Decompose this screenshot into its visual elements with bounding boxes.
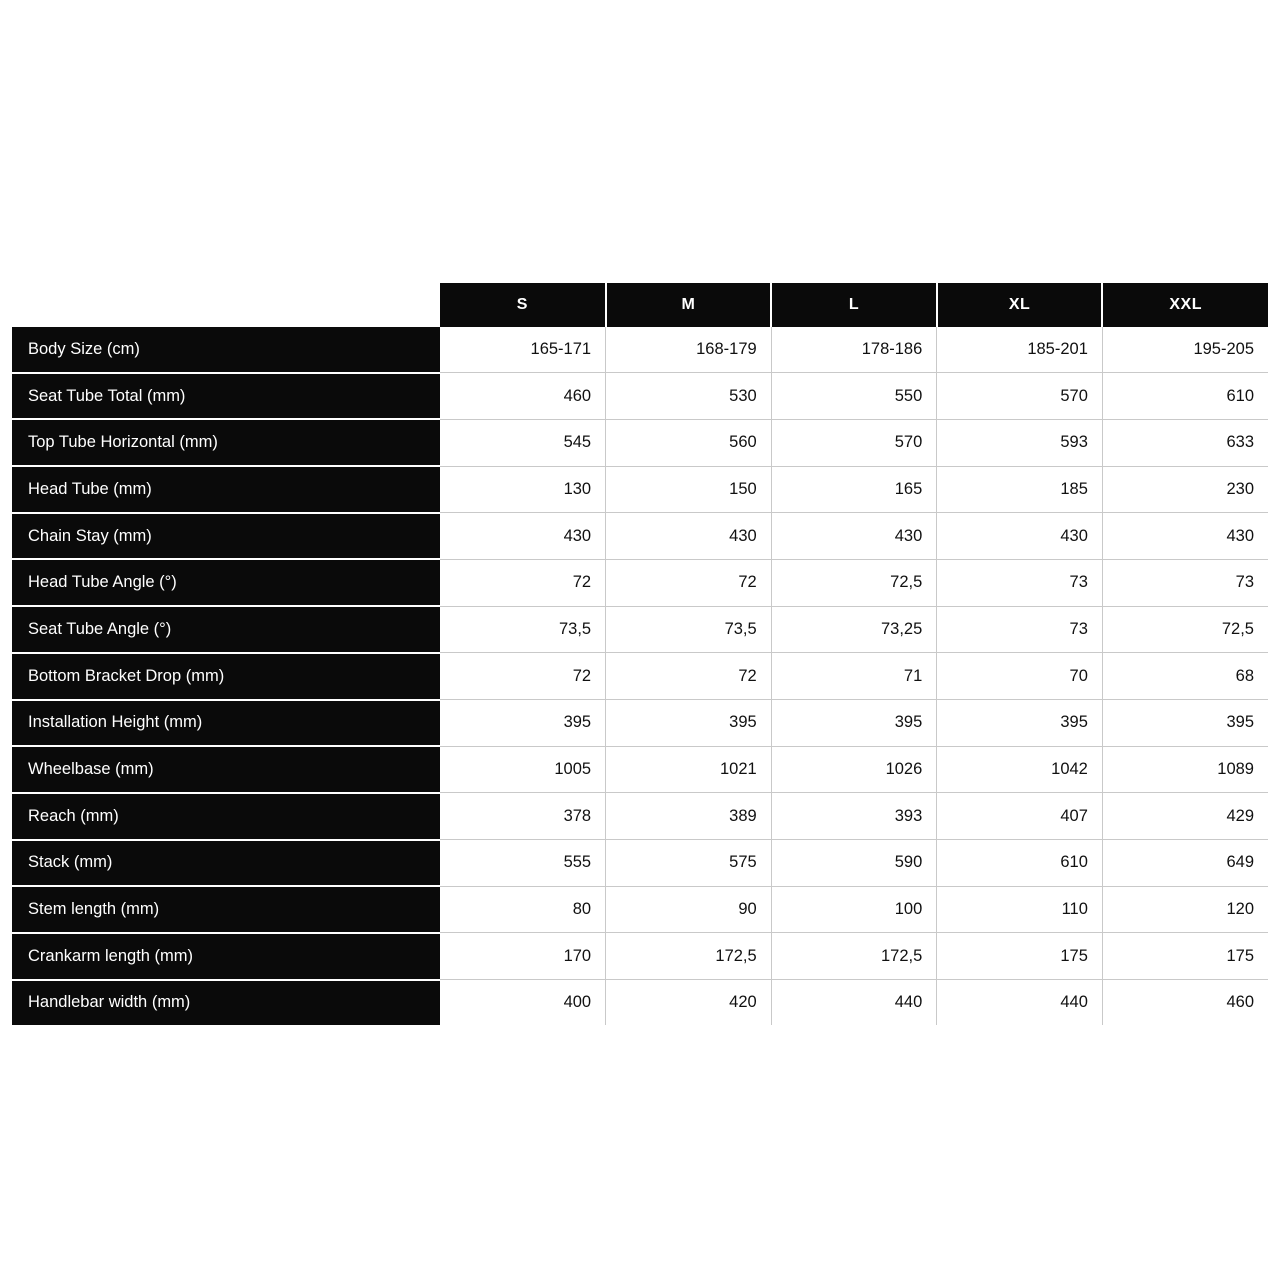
column-header-m: M [606,283,772,327]
table-cell: 610 [1102,373,1268,420]
table-cell: 72 [606,559,772,606]
row-label: Handlebar width (mm) [12,980,440,1026]
table-row [12,466,1268,513]
table-row [12,886,1268,933]
table-cell: 395 [440,700,606,747]
table-cell: 395 [606,700,772,747]
table-cell: 407 [937,793,1103,840]
table-cell: 633 [1102,419,1268,466]
table-cell: 70 [937,653,1103,700]
table-cell: 165-171 [440,327,606,373]
row-label: Body Size (cm) [12,327,440,373]
table-row [12,373,1268,420]
table-cell: 168-179 [606,327,772,373]
table-row [12,559,1268,606]
table-cell: 68 [1102,653,1268,700]
row-label: Top Tube Horizontal (mm) [12,419,440,466]
table-cell: 1089 [1102,746,1268,793]
table-cell: 649 [1102,840,1268,887]
table-cell: 100 [771,886,937,933]
table-cell: 400 [440,980,606,1026]
table-cell: 440 [771,980,937,1026]
column-header-s: S [440,283,606,327]
table-cell: 460 [1102,980,1268,1026]
table-row [12,840,1268,887]
table-cell: 570 [937,373,1103,420]
table-cell: 72,5 [771,559,937,606]
row-label: Seat Tube Total (mm) [12,373,440,420]
table-row [12,933,1268,980]
table-cell: 530 [606,373,772,420]
table-cell: 440 [937,980,1103,1026]
table-cell: 71 [771,653,937,700]
table-cell: 593 [937,419,1103,466]
table-cell: 430 [1102,513,1268,560]
table-cell: 550 [771,373,937,420]
table-cell: 560 [606,419,772,466]
table-cell: 1005 [440,746,606,793]
table-cell: 575 [606,840,772,887]
table-cell: 395 [937,700,1103,747]
table-cell: 430 [440,513,606,560]
table-cell: 72 [606,653,772,700]
geometry-table [12,283,1268,1025]
table-cell: 73,5 [606,606,772,653]
table-cell: 610 [937,840,1103,887]
table-cell: 185-201 [937,327,1103,373]
table-cell: 1042 [937,746,1103,793]
table-cell: 130 [440,466,606,513]
table-cell: 170 [440,933,606,980]
table-cell: 72 [440,653,606,700]
table-cell: 570 [771,419,937,466]
row-label: Seat Tube Angle (°) [12,606,440,653]
table-cell: 120 [1102,886,1268,933]
table-cell: 150 [606,466,772,513]
table-cell: 72 [440,559,606,606]
table-cell: 395 [1102,700,1268,747]
row-label: Bottom Bracket Drop (mm) [12,653,440,700]
table-cell: 73 [937,606,1103,653]
column-header-xl: XL [937,283,1103,327]
table-cell: 430 [771,513,937,560]
row-label: Reach (mm) [12,793,440,840]
table-row [12,327,1268,373]
table-cell: 590 [771,840,937,887]
table-cell: 429 [1102,793,1268,840]
column-header-l: L [771,283,937,327]
table-cell: 72,5 [1102,606,1268,653]
table-cell: 73,5 [440,606,606,653]
row-label: Installation Height (mm) [12,700,440,747]
table-row [12,980,1268,1026]
table-cell: 460 [440,373,606,420]
table-cell: 545 [440,419,606,466]
table-cell: 378 [440,793,606,840]
row-label: Wheelbase (mm) [12,746,440,793]
table-body [12,327,1268,1025]
table-cell: 430 [606,513,772,560]
table-row [12,746,1268,793]
table-cell: 420 [606,980,772,1026]
table-cell: 73 [937,559,1103,606]
table-cell: 393 [771,793,937,840]
table-header [12,283,1268,327]
row-label: Stack (mm) [12,840,440,887]
table-cell: 1026 [771,746,937,793]
header-row [12,283,1268,327]
row-label: Crankarm length (mm) [12,933,440,980]
table-row [12,419,1268,466]
row-label: Chain Stay (mm) [12,513,440,560]
table-row [12,653,1268,700]
table-cell: 73,25 [771,606,937,653]
table-row [12,513,1268,560]
table-cell: 175 [1102,933,1268,980]
table-cell: 172,5 [606,933,772,980]
column-header-xxl: XXL [1102,283,1268,327]
row-label: Head Tube (mm) [12,466,440,513]
table-cell: 110 [937,886,1103,933]
row-label: Head Tube Angle (°) [12,559,440,606]
header-corner-cell [12,283,440,327]
table-cell: 178-186 [771,327,937,373]
table-cell: 80 [440,886,606,933]
table-cell: 430 [937,513,1103,560]
table-cell: 185 [937,466,1103,513]
table-cell: 1021 [606,746,772,793]
table-cell: 90 [606,886,772,933]
table-cell: 389 [606,793,772,840]
table-cell: 555 [440,840,606,887]
row-label: Stem length (mm) [12,886,440,933]
table-cell: 165 [771,466,937,513]
table-row [12,606,1268,653]
table-cell: 195-205 [1102,327,1268,373]
table-cell: 395 [771,700,937,747]
table-row [12,700,1268,747]
table-cell: 172,5 [771,933,937,980]
table-cell: 73 [1102,559,1268,606]
table-cell: 230 [1102,466,1268,513]
table-cell: 175 [937,933,1103,980]
table-row [12,793,1268,840]
geometry-table-container [12,283,1268,1025]
